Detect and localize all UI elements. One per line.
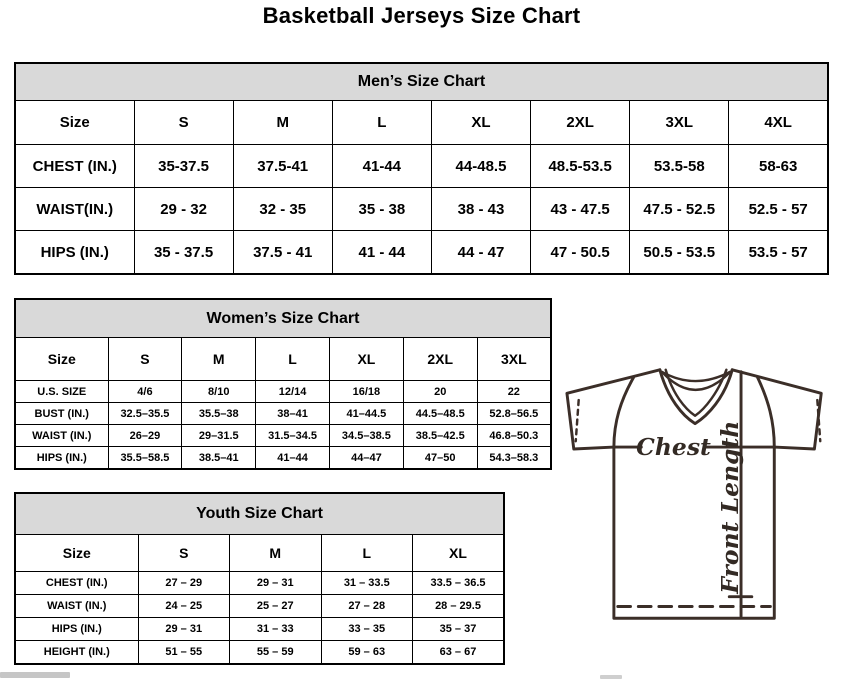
size-value-cell: 41–44.5 — [329, 403, 403, 425]
size-value-cell: 38–41 — [256, 403, 330, 425]
size-value-cell: 37.5-41 — [233, 145, 332, 188]
size-value-cell: 38.5–41 — [182, 447, 256, 470]
size-value-cell: 35-37.5 — [134, 145, 233, 188]
column-header: L — [332, 101, 431, 145]
row-label: CHEST (IN.) — [15, 145, 134, 188]
size-value-cell: 47 - 50.5 — [531, 231, 630, 275]
left-sleeve-dashed-line — [576, 400, 579, 441]
size-value-cell: 29–31.5 — [182, 425, 256, 447]
size-value-cell: 47–50 — [403, 447, 477, 470]
size-value-cell: 31 – 33.5 — [321, 572, 413, 595]
size-value-cell: 31 – 33 — [230, 618, 322, 641]
size-value-cell: 44.5–48.5 — [403, 403, 477, 425]
size-value-cell: 44-48.5 — [431, 145, 530, 188]
size-value-cell: 54.3–58.3 — [477, 447, 551, 470]
size-value-cell: 27 – 29 — [138, 572, 230, 595]
size-value-cell: 55 – 59 — [230, 641, 322, 665]
size-value-cell: 35 - 38 — [332, 188, 431, 231]
row-label: WAIST (IN.) — [15, 595, 138, 618]
size-value-cell: 44 - 47 — [431, 231, 530, 275]
size-value-cell: 29 - 32 — [134, 188, 233, 231]
size-value-cell: 24 – 25 — [138, 595, 230, 618]
row-label: WAIST(IN.) — [15, 188, 134, 231]
column-header: 3XL — [630, 101, 729, 145]
column-header: S — [138, 535, 230, 572]
column-header: XL — [431, 101, 530, 145]
size-value-cell: 27 – 28 — [321, 595, 413, 618]
horizontal-scrollbar-thumb[interactable] — [0, 672, 70, 678]
size-value-cell: 25 – 27 — [230, 595, 322, 618]
column-header: XL — [329, 338, 403, 381]
table-row — [15, 425, 551, 447]
size-value-cell: 58-63 — [729, 145, 828, 188]
table-row — [15, 641, 504, 665]
column-header: 3XL — [477, 338, 551, 381]
column-header: 2XL — [403, 338, 477, 381]
size-value-cell: 38 - 43 — [431, 188, 530, 231]
size-value-cell: 53.5-58 — [630, 145, 729, 188]
table-title: Women’s Size Chart — [15, 299, 551, 338]
youth-size-table — [14, 492, 505, 665]
column-header: L — [321, 535, 413, 572]
size-value-cell: 35.5–58.5 — [108, 447, 182, 470]
table-row — [15, 231, 828, 275]
size-value-cell: 29 – 31 — [230, 572, 322, 595]
size-value-cell: 8/10 — [182, 381, 256, 403]
size-value-cell: 38.5–42.5 — [403, 425, 477, 447]
size-value-cell: 41-44 — [332, 145, 431, 188]
size-value-cell: 29 – 31 — [138, 618, 230, 641]
column-header: M — [182, 338, 256, 381]
row-label: HIPS (IN.) — [15, 447, 108, 470]
column-header: M — [233, 101, 332, 145]
column-header: 2XL — [531, 101, 630, 145]
size-value-cell: 50.5 - 53.5 — [630, 231, 729, 275]
column-header: 4XL — [729, 101, 828, 145]
table-row — [15, 188, 828, 231]
table-row — [15, 145, 828, 188]
table-row — [15, 595, 504, 618]
column-header: Size — [15, 101, 134, 145]
size-value-cell: 59 – 63 — [321, 641, 413, 665]
size-value-cell: 34.5–38.5 — [329, 425, 403, 447]
size-value-cell: 4/6 — [108, 381, 182, 403]
row-label: HIPS (IN.) — [15, 618, 138, 641]
jersey-outline-drawing — [556, 361, 840, 673]
table-row — [15, 381, 551, 403]
size-value-cell: 47.5 - 52.5 — [630, 188, 729, 231]
left-armhole-seam — [614, 378, 634, 447]
size-value-cell: 22 — [477, 381, 551, 403]
size-value-cell: 52.5 - 57 — [729, 188, 828, 231]
size-value-cell: 20 — [403, 381, 477, 403]
size-value-cell: 35 - 37.5 — [134, 231, 233, 275]
size-value-cell: 32.5–35.5 — [108, 403, 182, 425]
size-value-cell: 41–44 — [256, 447, 330, 470]
size-value-cell: 35 – 37 — [413, 618, 505, 641]
row-label: WAIST (IN.) — [15, 425, 108, 447]
womens-size-table — [14, 298, 552, 470]
column-header: M — [230, 535, 322, 572]
table-title: Youth Size Chart — [15, 493, 504, 535]
size-value-cell: 33 – 35 — [321, 618, 413, 641]
column-header: XL — [413, 535, 505, 572]
table-row — [15, 403, 551, 425]
jersey-body-outline — [567, 370, 821, 618]
chest-label: Chest — [636, 432, 711, 461]
row-label: U.S. SIZE — [15, 381, 108, 403]
size-value-cell: 41 - 44 — [332, 231, 431, 275]
size-value-cell: 32 - 35 — [233, 188, 332, 231]
row-label: HIPS (IN.) — [15, 231, 134, 275]
size-value-cell: 52.8–56.5 — [477, 403, 551, 425]
size-value-cell: 33.5 – 36.5 — [413, 572, 505, 595]
size-value-cell: 44–47 — [329, 447, 403, 470]
column-header: Size — [15, 338, 108, 381]
table-row — [15, 618, 504, 641]
size-value-cell: 26–29 — [108, 425, 182, 447]
scrollbar-fragment[interactable] — [600, 675, 622, 679]
right-armhole-seam — [758, 378, 775, 447]
column-header: S — [134, 101, 233, 145]
table-title: Men’s Size Chart — [15, 63, 828, 101]
size-value-cell: 48.5-53.5 — [531, 145, 630, 188]
column-header: Size — [15, 535, 138, 572]
row-label: BUST (IN.) — [15, 403, 108, 425]
size-value-cell: 63 – 67 — [413, 641, 505, 665]
page-title: Basketball Jerseys Size Chart — [262, 3, 581, 28]
table-row — [15, 447, 551, 470]
table-row — [15, 572, 504, 595]
column-header: S — [108, 338, 182, 381]
size-value-cell: 12/14 — [256, 381, 330, 403]
front-length-label: Front Length — [716, 420, 745, 594]
jersey-measurement-diagram — [556, 361, 840, 673]
size-value-cell: 16/18 — [329, 381, 403, 403]
column-header: L — [256, 338, 330, 381]
size-value-cell: 46.8–50.3 — [477, 425, 551, 447]
size-value-cell: 35.5–38 — [182, 403, 256, 425]
size-value-cell: 53.5 - 57 — [729, 231, 828, 275]
row-label: HEIGHT (IN.) — [15, 641, 138, 665]
mens-size-table — [14, 62, 829, 275]
size-value-cell: 31.5–34.5 — [256, 425, 330, 447]
size-value-cell: 28 – 29.5 — [413, 595, 505, 618]
size-value-cell: 37.5 - 41 — [233, 231, 332, 275]
size-value-cell: 43 - 47.5 — [531, 188, 630, 231]
row-label: CHEST (IN.) — [15, 572, 138, 595]
size-value-cell: 51 – 55 — [138, 641, 230, 665]
